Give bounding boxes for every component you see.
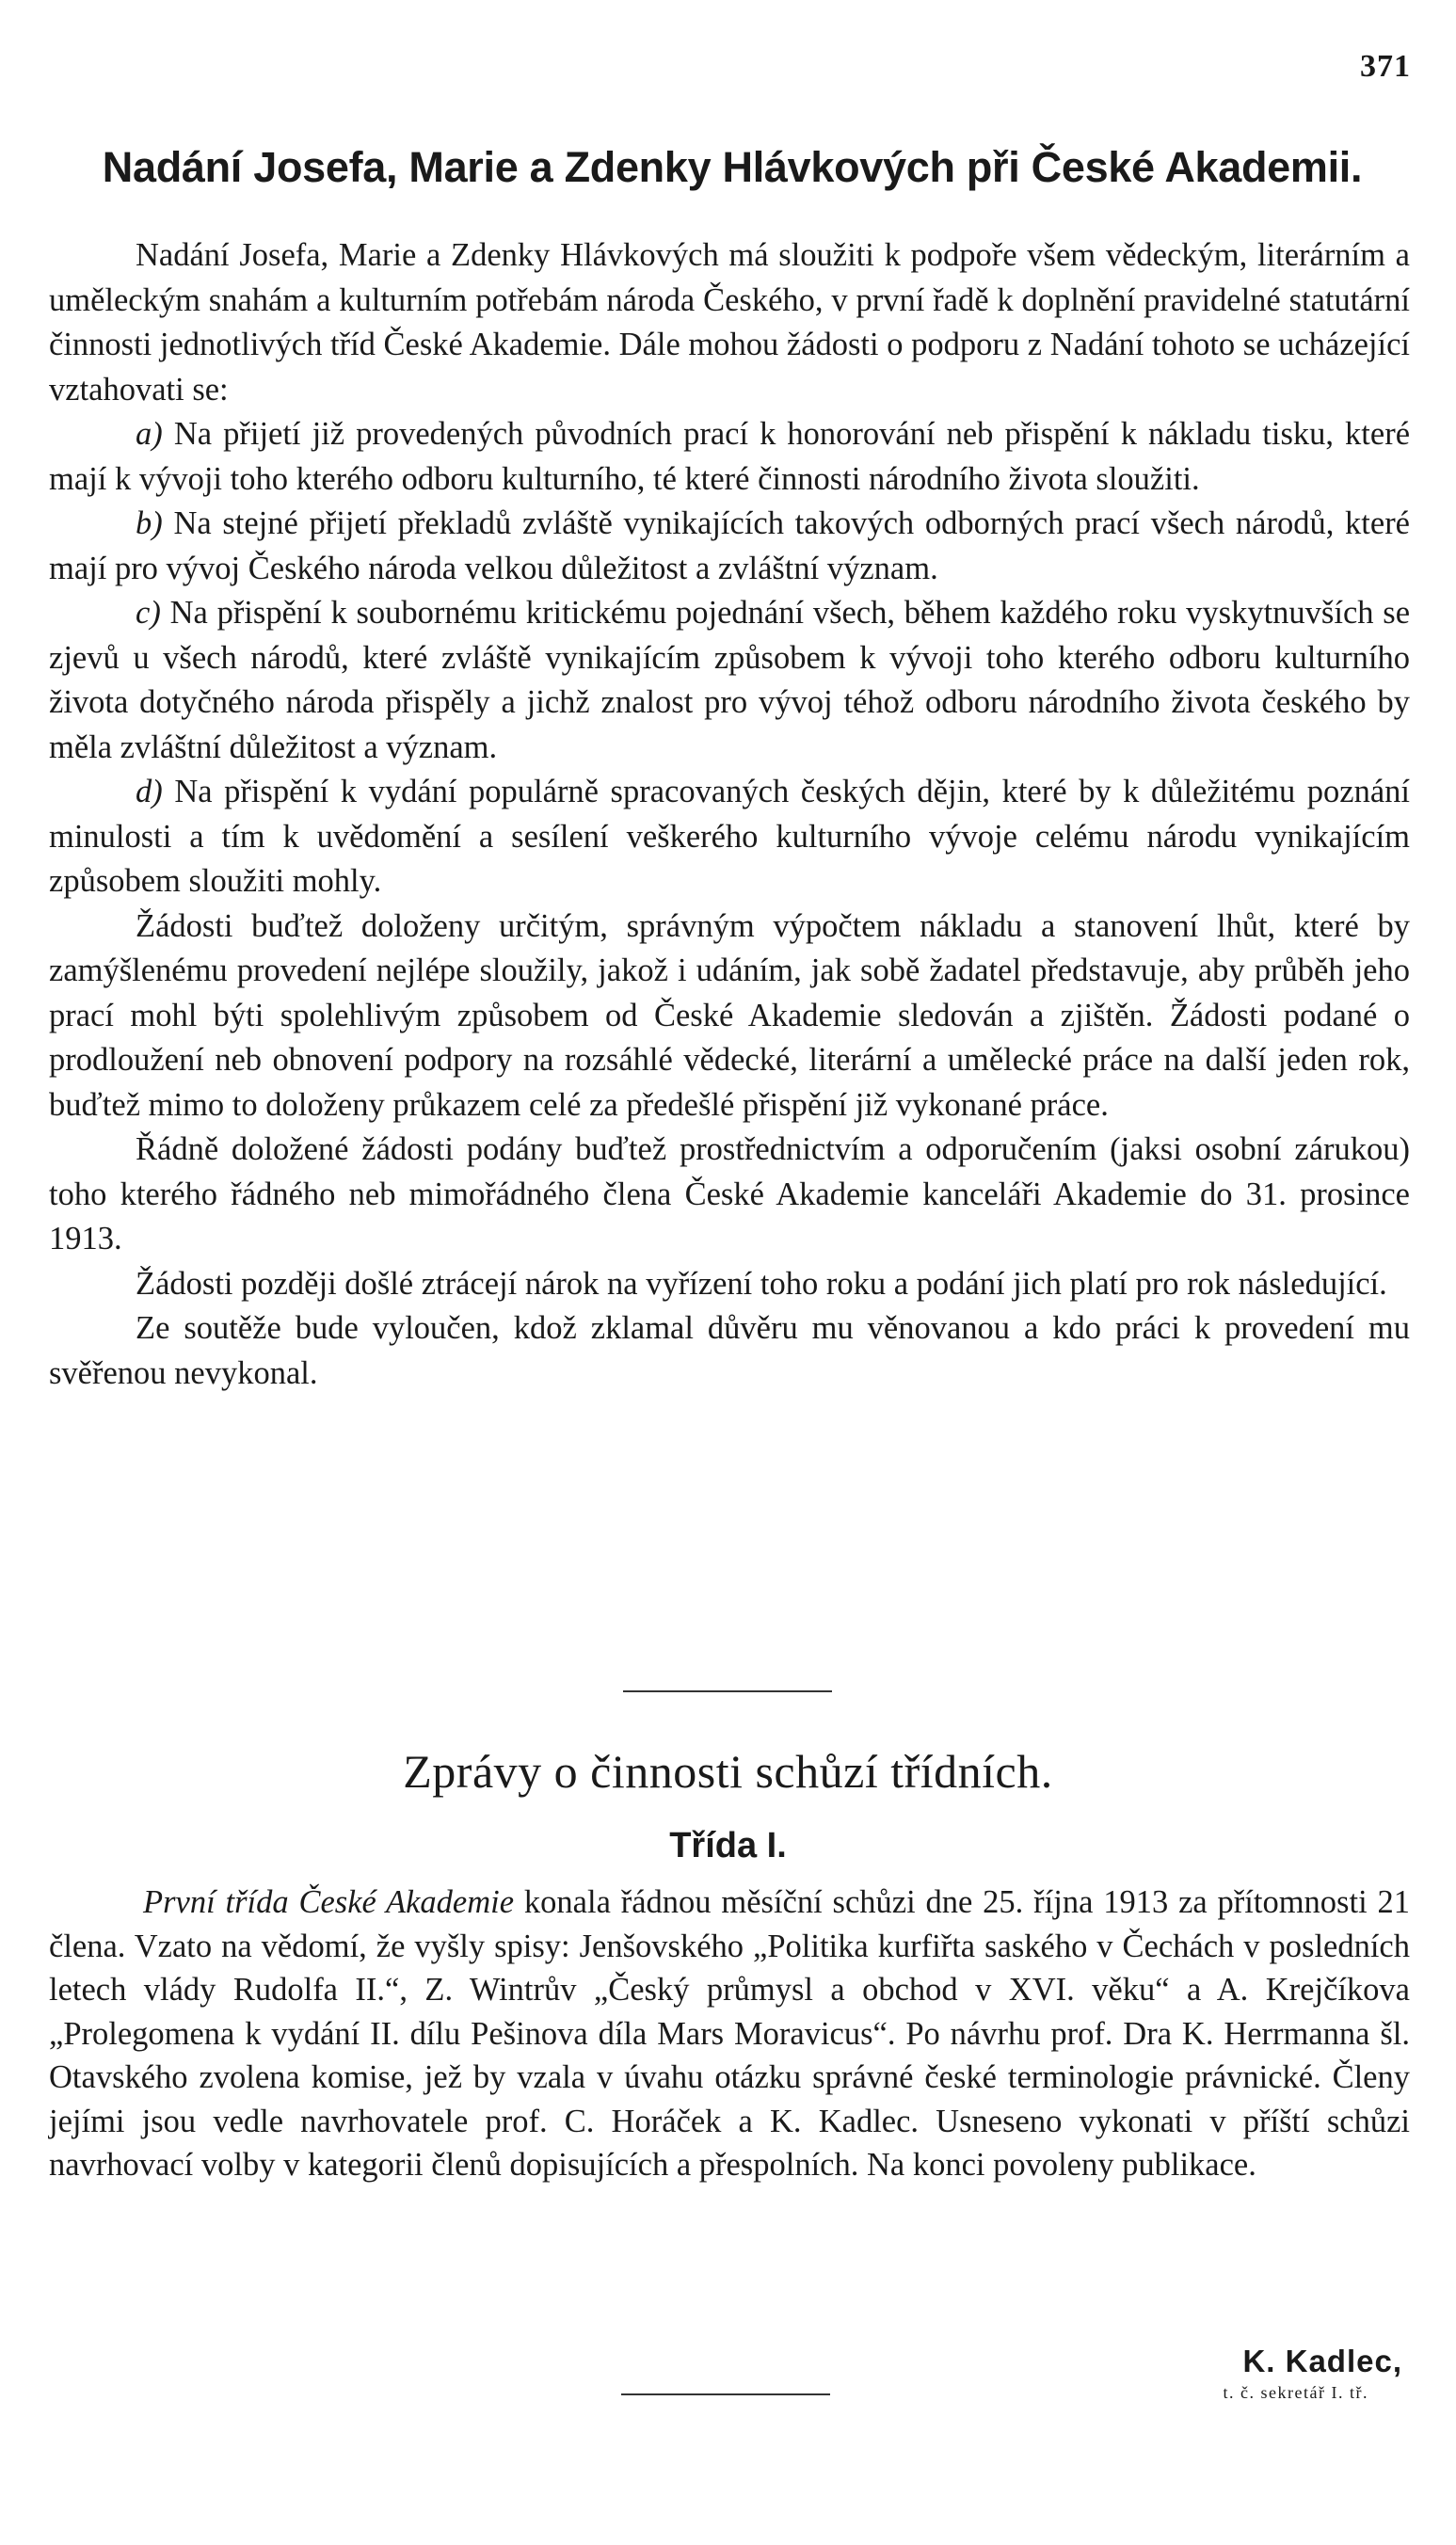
list-item	[49, 591, 1410, 770]
end-divider	[621, 2393, 830, 2395]
article-body	[49, 233, 1410, 1396]
signature-role: t. č. sekretář I. tř.	[1223, 2383, 1368, 2402]
list-item	[49, 502, 1410, 591]
list-item-marker: c)	[136, 595, 161, 631]
report-lead: První třída České Akademie	[143, 1884, 515, 1920]
article-paragraph: Žádosti buďtež doloženy určitým, správným výpočtem nákladu a stanovení lhůt, které by zamýšlenému provedení nejlépe sloužily, jakož i udáním, jak sobě žadatel představuje, aby průběh jeho prací mohl býti spolehlivým způsobem od České Akademie sledován a zjištěn. Žádosti podané o prodloužení neb obnovení podpory na rozsáhlé vědecké, literární a umělecké práce na další jeden rok, buďtež mimo to doloženy průkazem celé za předešlé přispění již vykonané práce.	[49, 907, 1410, 1123]
class-title: Třída I.	[669, 1826, 787, 1865]
list-item-text: Na přispění k vydání populárně spracovaných českých dějin, které by k důležitému poznání minulosti a tím k uvědomění a sesílení veškerého kulturního vývoje celému národu vynikajícím způsobem sloužiti mohly.	[49, 774, 1410, 899]
list-item-text: Na přijetí již provedených původních prací k honorování neb přispění k nákladu tisku, které mají k vývoji toho kterého odboru kulturního, té které činnosti národního života sloužiti.	[49, 416, 1411, 497]
list-item	[49, 412, 1410, 502]
article-paragraph: Řádně doložené žádosti podány buďtež prostřednictvím a odporučením (jaksi osobní zárukou) toho kterého řádného neb mimořádného člena České Akademie kanceláři Akademie do 31. prosince 1913.	[49, 1131, 1410, 1256]
section-title: Zprávy o činnosti schůzí třídních.	[403, 1745, 1053, 1798]
list-item-marker: b)	[136, 505, 163, 541]
article-paragraph: Ze soutěže bude vyloučen, kdož zklamal důvěru mu věnovanou a kdo práci k provedení mu svěřenou nevykonal.	[49, 1310, 1410, 1391]
list-item	[49, 770, 1410, 904]
list-item-marker: d)	[136, 774, 163, 809]
list-item-text: Na stejné přijetí překladů zvláště vynikajících takových odborných prací všech národů, které mají pro vývoj Českého národa velkou důležitost a zvláštní význam.	[49, 505, 1410, 586]
report-body	[49, 1881, 1410, 2187]
article-title: Nadání Josefa, Marie a Zdenky Hlávkových při České Akademii.	[102, 143, 1363, 191]
report-text: konala řádnou měsíční schůzi dne 25. října 1913 za přítomnosti 21 člena. Vzato na vědomí, že vyšly spisy: Jenšovského „Politika kurfiřta saského v Čechách v posledních letech vlády Rudolfa II.“, Z. Wintrův „Český průmysl a obchod v XVI. věku“ a A. Krejčíkova „Prolegomena k vydání II. dílu Pešinova díla Mars Moravicus“. Po návrhu prof. Dra K. Herrmanna šl. Otavského zvolena komise, jež by vzala v úvahu otázku správné české terminologie právnické. Členy jejími jsou vedle navrhovatele prof. C. Horáček a K. Kadlec. Usneseno vykonati v příští schůzi navrhovací volby v kategorii členů dopisujících a přespolních. Na konci povoleny publikace.	[49, 1884, 1410, 2183]
report-paragraph	[49, 1881, 1410, 2187]
list-item-text: Na přispění k soubornému kritickému pojednání všech, během každého roku vyskytnuvších se zjevů u všech národů, které zvláště vynikajícím způsobem k vývoji toho kterého odboru kulturního života dotyčného národa přispěly a jichž znalost pro vývoj téhož odboru národního života českého by měla zvláštní důležitost a význam.	[49, 595, 1411, 765]
list-item-marker: a)	[136, 416, 163, 452]
article-paragraph: Nadání Josefa, Marie a Zdenky Hlávkových má sloužiti k podpoře všem vědeckým, literárním a uměleckým snahám a kulturním potřebám národa Českého, v první řadě k doplnění pravidelné statutární činnosti jednotlivých tříd České Akademie. Dále mohou žádosti o podporu z Nadání tohoto se ucházející vztahovati se:	[49, 237, 1410, 408]
article-paragraph: Žádosti později došlé ztrácejí nárok na vyřízení toho roku a podání jich platí pro rok následující.	[136, 1265, 1387, 1302]
section-divider	[623, 1690, 832, 1692]
signature-name: K. Kadlec,	[1242, 2344, 1402, 2378]
signature-block	[1082, 2344, 1402, 2403]
page-number: 371	[1360, 49, 1411, 84]
